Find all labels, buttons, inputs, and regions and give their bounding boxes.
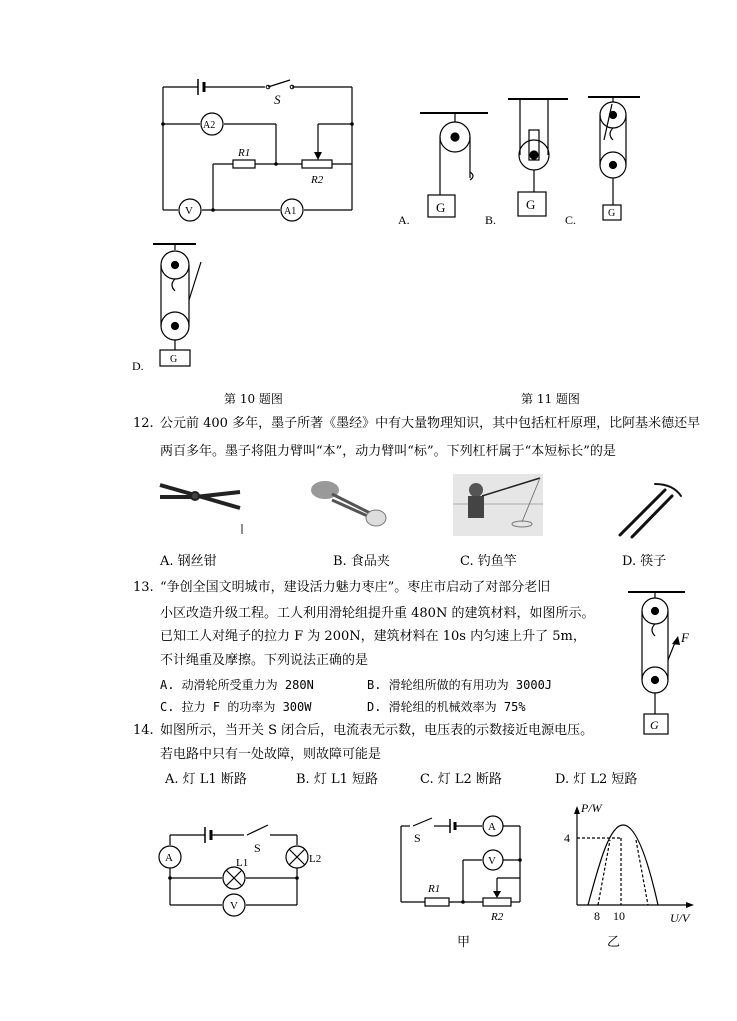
pulley-c-label: C. xyxy=(565,213,577,227)
q12-line1: 公元前 400 多年，墨子所著《墨经》中有大量物理知识，其中包括杠杆原理，比阿基米德还早 xyxy=(160,416,701,431)
fig10-r1-label: R1 xyxy=(238,147,251,159)
q14-fig-s: S xyxy=(254,841,261,855)
fig10-r2-label: R2 xyxy=(311,174,324,186)
jia-v: V xyxy=(488,855,496,867)
q14-number: 14. xyxy=(133,723,154,738)
yi-y-tick: 4 xyxy=(564,831,570,845)
fig10-a1-label: A1 xyxy=(284,206,297,217)
pulley-b-label: B. xyxy=(485,213,497,227)
q14-fig-l1: L1 xyxy=(236,857,249,869)
fig10-a2-label: A2 xyxy=(203,120,216,131)
fig10-caption: 第 10 题图 xyxy=(224,392,283,406)
yi-x-tick-8: 8 xyxy=(594,909,600,923)
q13-number: 13. xyxy=(133,580,154,595)
q13-line2: 小区改造升级工程。工人利用滑轮组提升重 480N 的建筑材料，如图所示。 xyxy=(160,606,595,621)
q13-line1: “争创全国文明城市，建设活力魅力枣庄”。枣庄市启动了对部分老旧 xyxy=(160,580,551,595)
q13-line4: 不计绳重及摩擦。下列说法正确的是 xyxy=(160,653,369,668)
jia-caption: 甲 xyxy=(457,935,471,950)
pulley-b-weight: G xyxy=(526,197,536,212)
q14-option-b[interactable]: B. 灯 L1 短路 xyxy=(296,772,378,787)
q13-option-b[interactable]: B. 滑轮组所做的有用功为 3000J xyxy=(367,678,553,692)
q12-number: 12. xyxy=(133,416,154,431)
q14-fig-a: A xyxy=(165,852,173,864)
pulley-c-weight: G xyxy=(608,208,616,219)
pulley-d-label: D. xyxy=(132,359,144,373)
q12-option-d[interactable]: D. 筷子 xyxy=(622,554,667,569)
q14-fig-v: V xyxy=(230,900,238,912)
yi-x-tick-10: 10 xyxy=(613,909,625,923)
q13-option-c[interactable]: C. 拉力 F 的功率为 300W xyxy=(160,700,312,714)
q13-weight-label: G xyxy=(650,718,659,732)
q14-option-d[interactable]: D. 灯 L2 短路 xyxy=(555,772,638,787)
pulley-a-label: A. xyxy=(398,213,410,227)
q13-option-a[interactable]: A. 动滑轮所受重力为 280N xyxy=(160,678,314,692)
jia-a: A xyxy=(488,821,496,833)
q12-option-a[interactable]: A. 钢丝钳 xyxy=(160,554,217,569)
q14-option-a[interactable]: A. 灯 L1 断路 xyxy=(165,772,247,787)
yi-caption: 乙 xyxy=(607,935,621,950)
jia-s: S xyxy=(414,831,421,845)
q13-force-label: F xyxy=(681,630,689,645)
yi-xlabel: U/V xyxy=(670,911,690,925)
q14-line2: 若电路中只有一处故障，则故障可能是 xyxy=(160,747,382,762)
q12-option-b[interactable]: B. 食品夹 xyxy=(333,554,390,569)
pulley-d-weight: G xyxy=(170,354,178,365)
q12-line2: 两百多年。墨子将阻力臂叫“本”，动力臂叫“标”。下列杠杆属于“本短标长”的是 xyxy=(160,444,616,459)
fig10-v-label: V xyxy=(185,205,193,217)
q14-line1: 如图所示，当开关 S 闭合后，电流表无示数，电压表的示数接近电源电压。 xyxy=(160,723,594,738)
fig10-switch-label: S xyxy=(274,92,281,107)
fig11-caption: 第 11 题图 xyxy=(521,392,580,406)
pulley-a-weight: G xyxy=(436,200,446,215)
q12-option-c[interactable]: C. 钓鱼竿 xyxy=(460,554,517,569)
jia-r1: R1 xyxy=(428,883,441,895)
q13-line3: 已知工人对绳子的拉力 F 为 200N，建筑材料在 10s 内匀速上升了 5m， xyxy=(160,629,586,644)
q13-option-d[interactable]: D. 滑轮组的机械效率为 75% xyxy=(367,700,526,714)
q14-option-c[interactable]: C. 灯 L2 断路 xyxy=(420,772,502,787)
jia-r2: R2 xyxy=(491,911,504,923)
q14-fig-l2: L2 xyxy=(309,853,322,865)
yi-ylabel: P/W xyxy=(581,801,602,815)
